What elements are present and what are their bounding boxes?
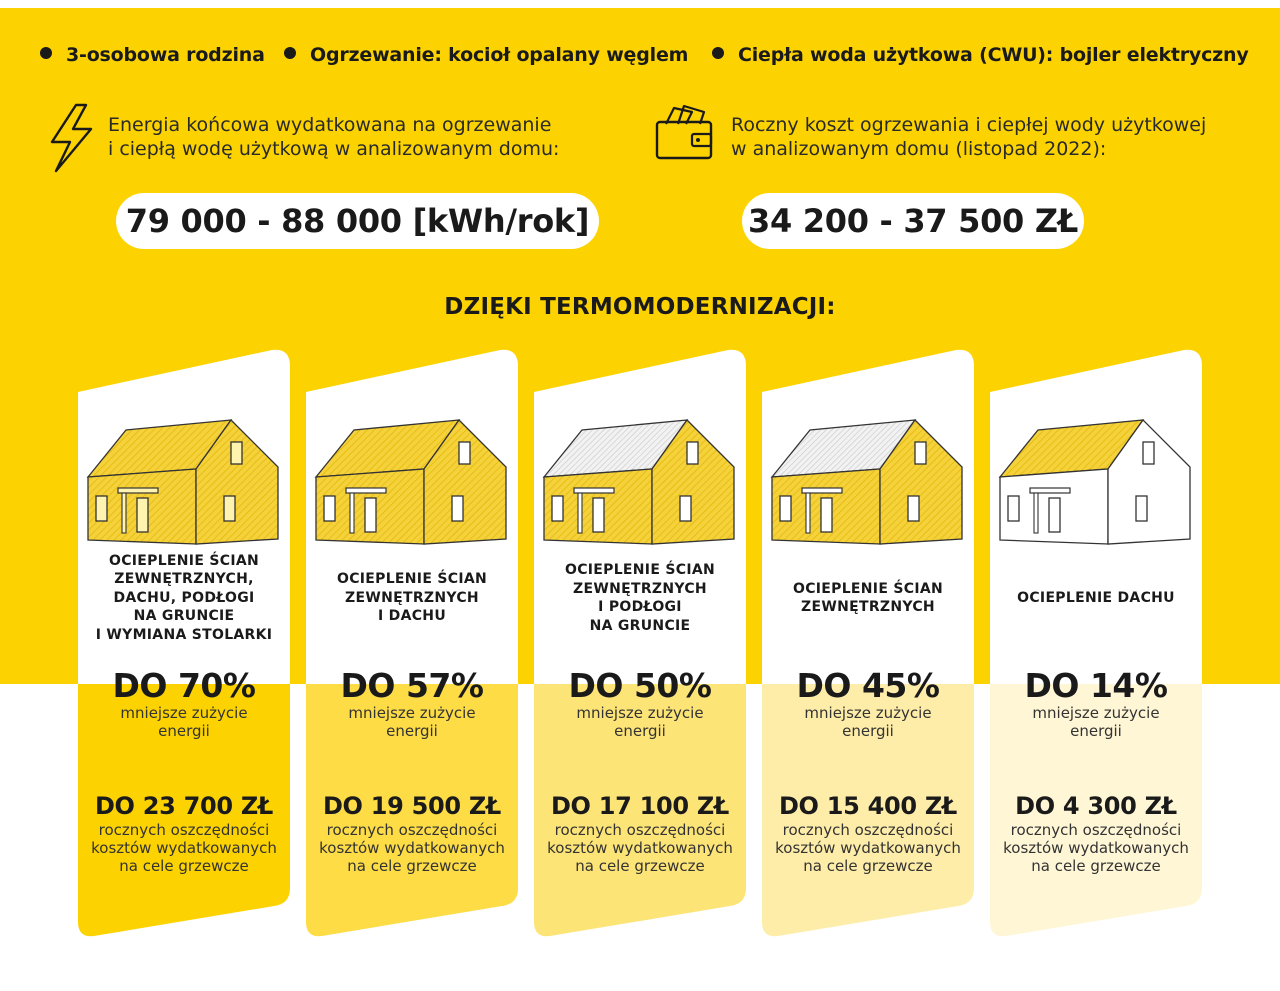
- energy-reduction-value: DO 70%: [112, 666, 256, 705]
- card-title-lines: [96, 552, 273, 645]
- card-title: [306, 548, 518, 648]
- energy-reduction-value: DO 14%: [1024, 666, 1168, 705]
- insulation-card: [306, 348, 518, 938]
- annual-savings-desc-line: na cele grzewcze: [1031, 857, 1161, 875]
- insulation-card: [78, 348, 290, 938]
- annual-savings-desc-line: kosztów wydatkowanych: [91, 839, 277, 857]
- section-headline: DZIĘKI TERMOMODERNIZACJI:: [444, 294, 836, 320]
- card-title-line: ZEWNĘTRZNYCH: [345, 589, 479, 606]
- energy-reduction-desc: [306, 704, 518, 740]
- card-title-line: DACHU, PODŁOGI: [113, 589, 255, 606]
- annual-savings-desc-line: na cele grzewcze: [575, 857, 705, 875]
- bullet-dot: [284, 47, 296, 59]
- card-title: [762, 548, 974, 648]
- energy-reduction-desc-line: energii: [158, 722, 210, 740]
- annual-savings-desc-line: rocznych oszczędności: [782, 821, 954, 839]
- annual-savings-value: DO 17 100 ZŁ: [550, 792, 730, 820]
- bullet-dot: [40, 47, 52, 59]
- card-title-lines: [337, 570, 487, 626]
- card-title-line: NA GRUNCIE: [133, 608, 235, 625]
- insulation-card: [990, 348, 1202, 938]
- annual-savings-desc-line: kosztów wydatkowanych: [1003, 839, 1189, 857]
- energy-reduction-desc: [534, 704, 746, 740]
- house-illustration: [314, 412, 510, 548]
- household-bullets: [0, 44, 1280, 74]
- house-illustration: [542, 412, 738, 548]
- energy-reduction-desc-line: mniejsze zużycie: [804, 704, 932, 722]
- annual-savings-desc: [78, 821, 290, 875]
- annual-savings-desc-line: na cele grzewcze: [347, 857, 477, 875]
- lightning-icon: [46, 102, 96, 174]
- bullet-heating: Ogrzewanie: kocioł opalany węglem: [284, 44, 688, 66]
- bullet-dot: [712, 47, 724, 59]
- card-title-line: OCIEPLENIE ŚCIAN: [793, 580, 943, 597]
- card-title-lines: [1017, 589, 1175, 608]
- annual-savings-desc-line: kosztów wydatkowanych: [547, 839, 733, 857]
- card-title: [534, 548, 746, 648]
- annual-savings-value: DO 4 300 ZŁ: [1015, 792, 1177, 820]
- bullet-family: 3-osobowa rodzina: [40, 44, 265, 66]
- annual-savings-desc-line: kosztów wydatkowanych: [775, 839, 961, 857]
- house-illustration: [998, 412, 1194, 548]
- energy-reduction-desc: [78, 704, 290, 740]
- annual-savings-desc-line: rocznych oszczędności: [326, 821, 498, 839]
- energy-reduction-desc-line: energii: [842, 722, 894, 740]
- card-title-line: OCIEPLENIE ŚCIAN: [337, 571, 487, 588]
- card-title-line: NA GRUNCIE: [589, 617, 691, 634]
- energy-reduction-desc-line: mniejsze zużycie: [120, 704, 248, 722]
- card-title-line: I PODŁOGI: [598, 599, 682, 615]
- card-title-line: ZEWNĘTRZNYCH,: [114, 571, 254, 588]
- energy-reduction-value: DO 45%: [796, 666, 940, 705]
- annual-savings-value: DO 19 500 ZŁ: [322, 792, 502, 820]
- insulation-card: [534, 348, 746, 938]
- annual-savings-desc-line: rocznych oszczędności: [554, 821, 726, 839]
- annual-savings-desc: [990, 821, 1202, 875]
- annual-savings-desc-line: na cele grzewcze: [803, 857, 933, 875]
- annual-savings-desc-line: kosztów wydatkowanych: [319, 839, 505, 857]
- insulation-card: [762, 348, 974, 938]
- wallet-icon: [652, 102, 716, 162]
- energy-reduction-value: DO 50%: [568, 666, 712, 705]
- card-title: [990, 548, 1202, 648]
- card-title-lines: [565, 561, 715, 635]
- card-title-line: I WYMIANA STOLARKI: [95, 626, 273, 643]
- energy-reduction-desc-line: energii: [386, 722, 438, 740]
- card-title-line: I DACHU: [377, 608, 446, 625]
- annual-savings-desc-line: rocznych oszczędności: [1010, 821, 1182, 839]
- card-title-lines: [793, 580, 943, 617]
- annual-savings-value: DO 15 400 ZŁ: [778, 792, 958, 820]
- energy-reduction-desc: [762, 704, 974, 740]
- card-title-line: OCIEPLENIE ŚCIAN: [109, 552, 259, 569]
- energy-reduction-desc: [990, 704, 1202, 740]
- cost-value-pill: 34 200 - 37 500 ZŁ: [742, 193, 1084, 249]
- bullet-hot-water: Ciepła woda użytkowa (CWU): bojler elektryczny: [712, 44, 1249, 66]
- card-title-line: OCIEPLENIE ŚCIAN: [565, 562, 715, 578]
- annual-savings-desc: [534, 821, 746, 875]
- annual-savings-desc: [762, 821, 974, 875]
- house-illustration: [770, 412, 966, 548]
- energy-reduction-desc-line: energii: [1070, 722, 1122, 740]
- annual-savings-desc: [306, 821, 518, 875]
- annual-savings-value: DO 23 700 ZŁ: [94, 792, 274, 820]
- cost-description: Roczny koszt ogrzewania i ciepłej wody użytkowej w analizowanym domu (listopad 2022):: [731, 114, 1207, 160]
- card-title-line: ZEWNĘTRZNYCH: [573, 580, 707, 597]
- energy-reduction-desc-line: energii: [614, 722, 666, 740]
- house-illustration: [86, 412, 282, 548]
- annual-savings-desc-line: rocznych oszczędności: [98, 821, 270, 839]
- energy-reduction-value: DO 57%: [340, 666, 484, 705]
- card-title-line: ZEWNĘTRZNYCH: [801, 599, 935, 615]
- energy-reduction-desc-line: mniejsze zużycie: [1032, 704, 1160, 722]
- energy-description: Energia końcowa wydatkowana na ogrzewanie i ciepłą wodę użytkową w analizowanym domu:: [108, 114, 560, 160]
- energy-value-pill: 79 000 - 88 000 [kWh/rok]: [116, 193, 599, 249]
- energy-reduction-desc-line: mniejsze zużycie: [576, 704, 704, 722]
- card-title: [78, 548, 290, 648]
- card-title-line: OCIEPLENIE DACHU: [1017, 589, 1175, 606]
- energy-reduction-desc-line: mniejsze zużycie: [348, 704, 476, 722]
- annual-savings-desc-line: na cele grzewcze: [119, 857, 249, 875]
